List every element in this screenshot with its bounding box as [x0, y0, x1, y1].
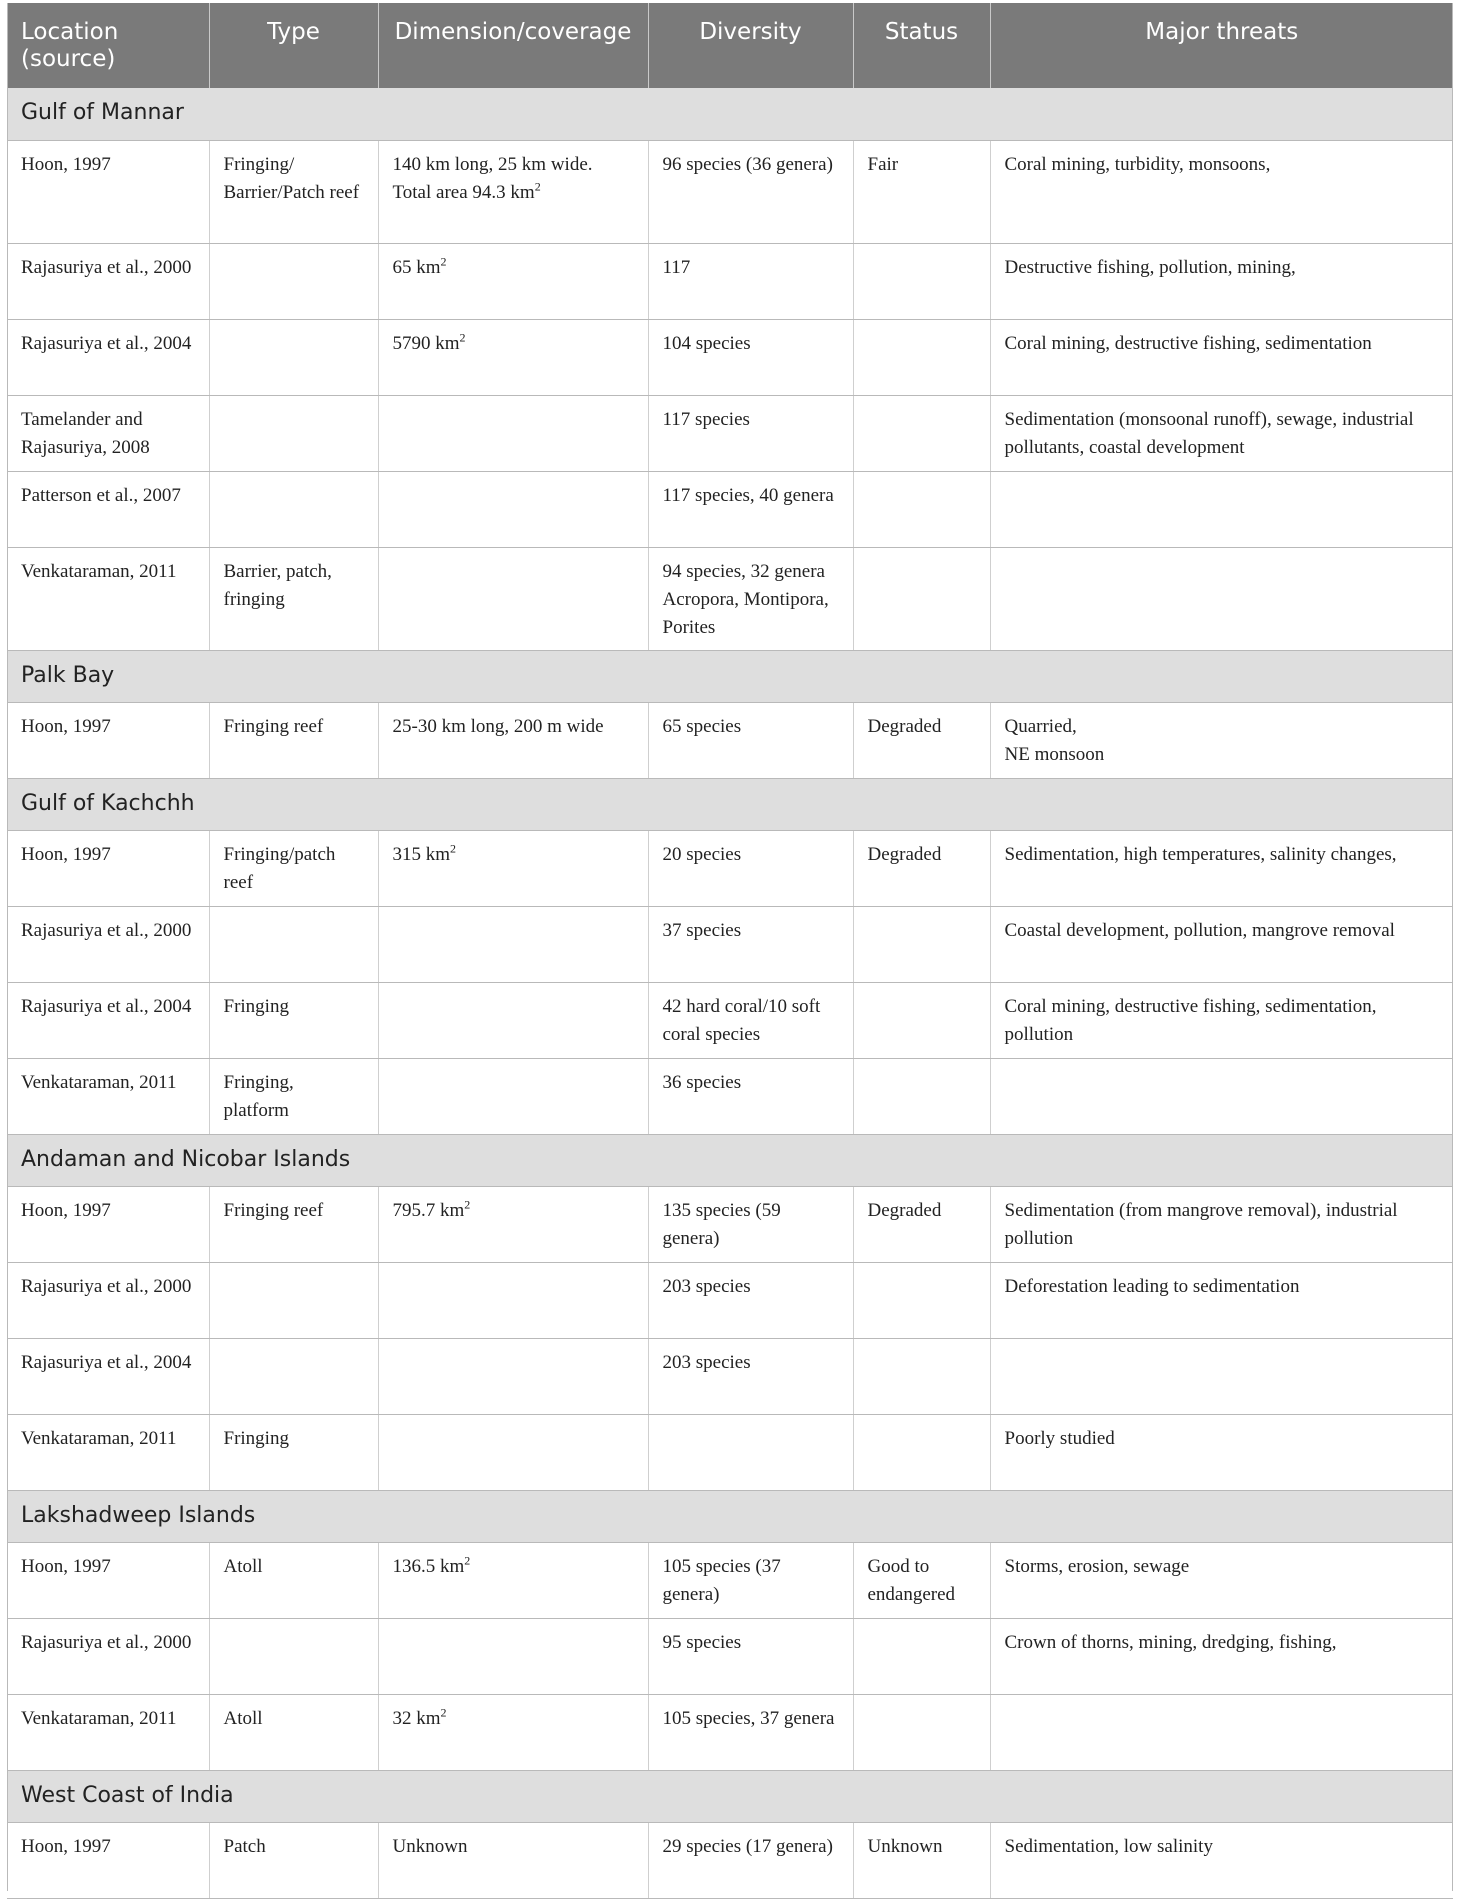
table-row	[7, 140, 1453, 243]
dimension-text: 136.5 km	[392, 1555, 465, 1577]
source-link[interactable]: Venkataraman, 2011	[7, 1058, 209, 1134]
dimension-superscript: 2	[459, 330, 466, 345]
threats-cell: Crown of thorns, mining, dredging, fishing,	[990, 1618, 1453, 1694]
type-cell: Fringing reef	[209, 702, 378, 778]
dimension-text: 65 km	[392, 256, 441, 278]
threats-line: Quarried,	[1004, 715, 1077, 737]
header-status: Status	[853, 3, 990, 88]
status-cell	[853, 1618, 990, 1694]
source-link[interactable]: Rajasuriya et al., 2004	[7, 982, 209, 1058]
type-cell: Fringing/patch reef	[209, 830, 378, 906]
section-title: Palk Bay	[7, 650, 1453, 702]
table-row	[7, 982, 1453, 1058]
diversity-cell: 135 species (59 genera)	[648, 1186, 853, 1262]
status-cell	[853, 1694, 990, 1770]
threats-cell: Sedimentation (monsoonal runoff), sewage, industrial pollutants, coastal development	[990, 395, 1453, 471]
threats-cell: Storms, erosion, sewage	[990, 1542, 1453, 1618]
header-diversity: Diversity	[648, 3, 853, 88]
table-row	[7, 395, 1453, 471]
status-cell	[853, 906, 990, 982]
source-link[interactable]: Rajasuriya et al., 2000	[7, 1618, 209, 1694]
diversity-cell: 104 species	[648, 319, 853, 395]
status-cell	[853, 1058, 990, 1134]
threats-cell: Sedimentation, low salinity	[990, 1822, 1453, 1898]
type-cell	[209, 1618, 378, 1694]
dimension-text: Unknown	[392, 1835, 468, 1857]
source-link[interactable]: Rajasuriya et al., 2004	[7, 1338, 209, 1414]
type-cell	[209, 395, 378, 471]
dimension-text: 5790 km	[392, 332, 460, 354]
dimension-cell	[378, 471, 648, 547]
status-cell	[853, 319, 990, 395]
section-row	[7, 650, 1453, 702]
dimension-cell	[378, 982, 648, 1058]
dimension-cell	[378, 1542, 648, 1618]
dimension-cell	[378, 319, 648, 395]
source-link[interactable]: Hoon, 1997	[7, 830, 209, 906]
table-row	[7, 1186, 1453, 1262]
dimension-superscript: 2	[464, 1553, 471, 1568]
source-link[interactable]: Venkataraman, 2011	[7, 1414, 209, 1490]
status-cell: Unknown	[853, 1822, 990, 1898]
dimension-cell	[378, 702, 648, 778]
source-link[interactable]: Patterson et al., 2007	[7, 471, 209, 547]
dimension-cell	[378, 1262, 648, 1338]
dimension-cell	[378, 1822, 648, 1898]
type-cell	[209, 1262, 378, 1338]
type-cell: Fringing/ Barrier/Patch reef	[209, 140, 378, 243]
type-cell: Fringing	[209, 982, 378, 1058]
type-cell: Fringing, platform	[209, 1058, 378, 1134]
diversity-cell: 203 species	[648, 1262, 853, 1338]
status-cell: Degraded	[853, 1186, 990, 1262]
type-cell: Barrier, patch, fringing	[209, 547, 378, 650]
header-row	[7, 3, 1453, 88]
table-row	[7, 702, 1453, 778]
threats-cell	[990, 1694, 1453, 1770]
type-cell: Atoll	[209, 1542, 378, 1618]
table-body	[7, 88, 1453, 1898]
source-link[interactable]: Hoon, 1997	[7, 1822, 209, 1898]
header-location-source: Location (source)	[7, 3, 209, 88]
status-cell	[853, 471, 990, 547]
diversity-cell: 117	[648, 243, 853, 319]
dimension-cell	[378, 906, 648, 982]
dimension-cell	[378, 1618, 648, 1694]
source-link[interactable]: Venkataraman, 2011	[7, 547, 209, 650]
header-dimension-coverage: Dimension/coverage	[378, 3, 648, 88]
diversity-cell: 105 species (37 genera)	[648, 1542, 853, 1618]
table-row	[7, 471, 1453, 547]
diversity-cell: 117 species	[648, 395, 853, 471]
section-row	[7, 88, 1453, 140]
source-link[interactable]: Hoon, 1997	[7, 140, 209, 243]
threats-cell	[990, 1058, 1453, 1134]
dimension-superscript: 2	[534, 179, 541, 194]
dimension-text: 25-30 km long, 200 m wide	[392, 715, 604, 737]
table-row	[7, 547, 1453, 650]
dimension-superscript: 2	[450, 841, 457, 856]
dimension-cell	[378, 243, 648, 319]
diversity-cell: 42 hard coral/10 soft coral species	[648, 982, 853, 1058]
table-row	[7, 1262, 1453, 1338]
diversity-cell: 36 species	[648, 1058, 853, 1134]
threats-cell	[990, 471, 1453, 547]
section-row	[7, 1770, 1453, 1822]
status-cell: Degraded	[853, 830, 990, 906]
dimension-text: 140 km long, 25 km wide. Total area 94.3 km	[392, 153, 593, 203]
threats-cell: Sedimentation (from mangrove removal), industrial pollution	[990, 1186, 1453, 1262]
status-cell: Fair	[853, 140, 990, 243]
source-link[interactable]: Hoon, 1997	[7, 702, 209, 778]
section-row	[7, 1134, 1453, 1186]
status-cell	[853, 547, 990, 650]
status-cell	[853, 243, 990, 319]
diversity-cell: 37 species	[648, 906, 853, 982]
dimension-superscript: 2	[464, 1197, 471, 1212]
dimension-cell	[378, 395, 648, 471]
threats-cell: Coastal development, pollution, mangrove removal	[990, 906, 1453, 982]
type-cell	[209, 471, 378, 547]
type-cell	[209, 906, 378, 982]
dimension-cell	[378, 830, 648, 906]
source-link[interactable]: Rajasuriya et al., 2000	[7, 906, 209, 982]
source-link[interactable]: Tamelander and Rajasuriya, 2008	[7, 395, 209, 471]
threats-cell: Deforestation leading to sedimentation	[990, 1262, 1453, 1338]
status-cell: Degraded	[853, 702, 990, 778]
dimension-cell	[378, 1058, 648, 1134]
table-row	[7, 1822, 1453, 1898]
dimension-cell	[378, 1414, 648, 1490]
status-cell	[853, 395, 990, 471]
threats-cell	[990, 547, 1453, 650]
section-title: Lakshadweep Islands	[7, 1490, 1453, 1542]
table-row	[7, 319, 1453, 395]
type-cell	[209, 319, 378, 395]
source-link[interactable]: Rajasuriya et al., 2000	[7, 1262, 209, 1338]
type-cell: Fringing reef	[209, 1186, 378, 1262]
dimension-cell	[378, 547, 648, 650]
dimension-cell	[378, 140, 648, 243]
coral-reef-table-container	[7, 3, 1453, 1899]
table-row	[7, 243, 1453, 319]
type-cell	[209, 243, 378, 319]
diversity-cell: 203 species	[648, 1338, 853, 1414]
diversity-cell: 117 species, 40 genera	[648, 471, 853, 547]
header-major-threats: Major threats	[990, 3, 1453, 88]
threats-cell: Sedimentation, high temperatures, salinity changes,	[990, 830, 1453, 906]
type-cell: Patch	[209, 1822, 378, 1898]
section-title: Gulf of Mannar	[7, 88, 1453, 140]
dimension-cell	[378, 1338, 648, 1414]
table-row	[7, 830, 1453, 906]
dimension-text: 32 km	[392, 1707, 441, 1729]
type-cell: Fringing	[209, 1414, 378, 1490]
table-row	[7, 906, 1453, 982]
table-row	[7, 1414, 1453, 1490]
status-cell	[853, 982, 990, 1058]
coral-reef-table	[7, 3, 1453, 1899]
table-row	[7, 1058, 1453, 1134]
table-row	[7, 1338, 1453, 1414]
dimension-superscript: 2	[440, 1705, 447, 1720]
section-row	[7, 1490, 1453, 1542]
diversity-cell	[648, 1414, 853, 1490]
table-row	[7, 1618, 1453, 1694]
diversity-cell: 105 species, 37 genera	[648, 1694, 853, 1770]
dimension-superscript: 2	[440, 254, 447, 269]
diversity-cell: 96 species (36 genera)	[648, 140, 853, 243]
type-cell: Atoll	[209, 1694, 378, 1770]
threats-cell: Coral mining, turbidity, monsoons,	[990, 140, 1453, 243]
threats-cell	[990, 1338, 1453, 1414]
source-link[interactable]: Rajasuriya et al., 2004	[7, 319, 209, 395]
dimension-cell	[378, 1186, 648, 1262]
threats-cell: Coral mining, destructive fishing, sedimentation, pollution	[990, 982, 1453, 1058]
threats-cell: Coral mining, destructive fishing, sedimentation	[990, 319, 1453, 395]
threats-cell: Destructive fishing, pollution, mining,	[990, 243, 1453, 319]
status-cell	[853, 1338, 990, 1414]
source-link[interactable]: Rajasuriya et al., 2000	[7, 243, 209, 319]
threats-cell	[990, 702, 1453, 778]
section-title: Gulf of Kachchh	[7, 778, 1453, 830]
source-link[interactable]: Venkataraman, 2011	[7, 1694, 209, 1770]
status-cell: Good to endangered	[853, 1542, 990, 1618]
source-link[interactable]: Hoon, 1997	[7, 1186, 209, 1262]
diversity-cell: 94 species, 32 genera Acropora, Montipora, Porites	[648, 547, 853, 650]
table-row	[7, 1542, 1453, 1618]
threats-cell: Poorly studied	[990, 1414, 1453, 1490]
source-link[interactable]: Hoon, 1997	[7, 1542, 209, 1618]
section-row	[7, 778, 1453, 830]
status-cell	[853, 1414, 990, 1490]
section-title: Andaman and Nicobar Islands	[7, 1134, 1453, 1186]
diversity-cell: 95 species	[648, 1618, 853, 1694]
dimension-text: 795.7 km	[392, 1199, 465, 1221]
diversity-cell: 65 species	[648, 702, 853, 778]
dimension-text: 315 km	[392, 843, 451, 865]
threats-line: NE monsoon	[1004, 743, 1105, 765]
table-header	[7, 3, 1453, 88]
type-cell	[209, 1338, 378, 1414]
header-type: Type	[209, 3, 378, 88]
diversity-cell: 29 species (17 genera)	[648, 1822, 853, 1898]
dimension-cell	[378, 1694, 648, 1770]
diversity-cell: 20 species	[648, 830, 853, 906]
status-cell	[853, 1262, 990, 1338]
section-title: West Coast of India	[7, 1770, 1453, 1822]
table-row	[7, 1694, 1453, 1770]
